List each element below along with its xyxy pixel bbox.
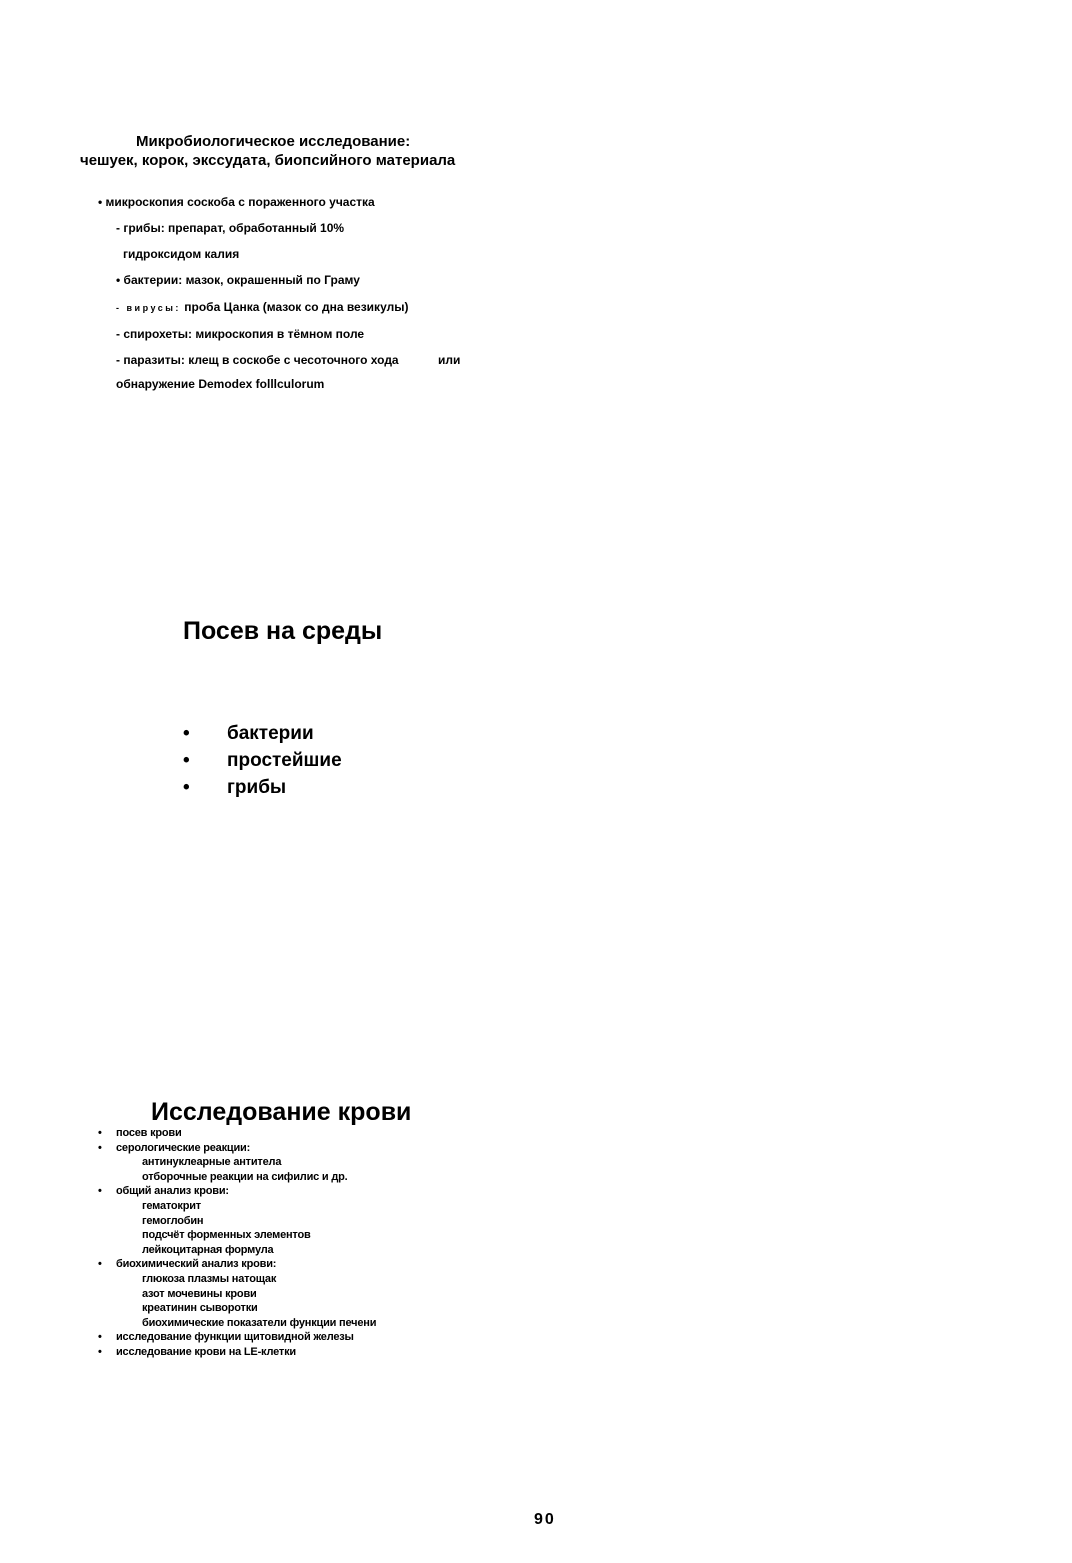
sub-item-text: гематокрит bbox=[142, 1199, 201, 1212]
list-item-text: серологические реакции: bbox=[116, 1141, 251, 1154]
blood-title: Исследование крови bbox=[151, 1098, 412, 1126]
micro-item-viruses-prefix: - вирусы: bbox=[116, 303, 181, 313]
culture-item-protozoa: простейшие bbox=[227, 750, 342, 771]
list-item-text: посев крови bbox=[116, 1127, 182, 1139]
bullet: • bbox=[98, 1345, 102, 1358]
micro-item-demodex: обнаружение Demodex folllculorum bbox=[116, 377, 325, 391]
micro-item-viruses-text: проба Цанка (мазок со дна везикулы) bbox=[184, 300, 409, 314]
sub-item-text: биохимические показатели функции печени bbox=[142, 1316, 377, 1329]
sub-item-text: креатинин сыворотки bbox=[142, 1302, 258, 1315]
page-number: 90 bbox=[534, 1511, 556, 1528]
culture-item-fungi: грибы bbox=[227, 777, 287, 798]
sub-item-text: глюкоза плазмы натощак bbox=[142, 1272, 277, 1285]
culture-title: Посев на среды bbox=[183, 617, 383, 645]
bullet: • bbox=[98, 1258, 102, 1271]
bullet: • bbox=[98, 1127, 102, 1139]
micro-item-parasites-tail: или bbox=[438, 353, 461, 367]
sub-item-text: отборочные реакции на сифилис и др. bbox=[142, 1170, 348, 1183]
culture-bullet-1: • bbox=[183, 723, 190, 744]
culture-item-bacteria: бактерии bbox=[227, 723, 314, 744]
list-item-text: исследование функции щитовидной железы bbox=[116, 1331, 354, 1344]
sub-item-text: антинуклеарные антитела bbox=[142, 1156, 282, 1169]
micro-title-line2: чешуек, корок, экссудата, биопсийного материала bbox=[80, 152, 456, 169]
bullet: • bbox=[98, 1331, 102, 1344]
micro-item-parasites: - паразиты: клещ в соскобе с чесоточного хода bbox=[116, 353, 399, 367]
bullet: • bbox=[98, 1185, 102, 1198]
micro-item-bacteria: • бактерии: мазок, окрашенный по Граму bbox=[116, 273, 360, 287]
list-item-text: общий анализ крови: bbox=[116, 1185, 229, 1198]
micro-item-fungi: - грибы: препарат, обработанный 10% bbox=[116, 221, 345, 235]
micro-item-viruses bbox=[116, 300, 408, 316]
sub-item-text: азот мочевины крови bbox=[142, 1287, 257, 1300]
list-item-text: биохимический анализ крови: bbox=[116, 1258, 277, 1271]
list-item-text: исследование крови на LE-клетки bbox=[116, 1345, 296, 1358]
culture-bullet-2: • bbox=[183, 750, 190, 771]
sub-item-text: подсчёт форменных элементов bbox=[142, 1229, 311, 1242]
sub-item-text: лейкоцитарная формула bbox=[142, 1243, 274, 1256]
micro-item-fungi-cont: гидроксидом калия bbox=[123, 247, 240, 261]
micro-title-line1: Микробиологическое исследование: bbox=[136, 133, 411, 150]
micro-item-spirochetes: - спирохеты: микроскопия в тёмном поле bbox=[116, 327, 365, 341]
micro-item-microscopy: • микроскопия соскоба с пораженного участка bbox=[98, 195, 375, 209]
sub-item-text: гемоглобин bbox=[142, 1214, 204, 1227]
culture-bullet-3: • bbox=[183, 777, 190, 798]
bullet: • bbox=[98, 1141, 102, 1154]
